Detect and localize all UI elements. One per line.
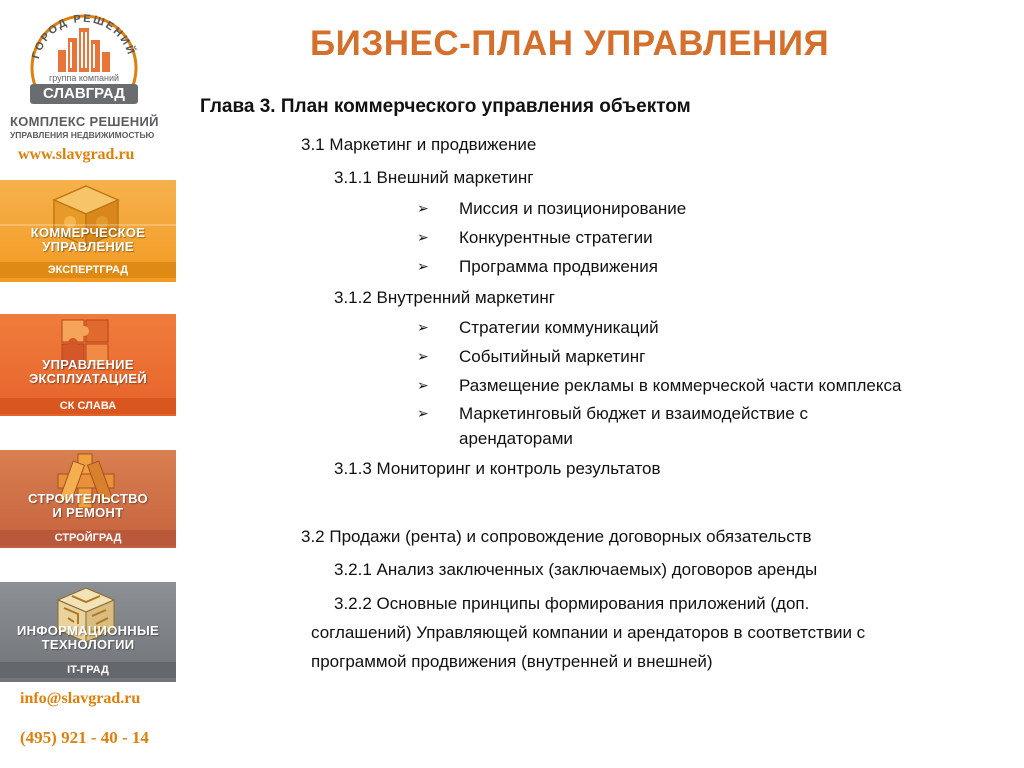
list-item <box>417 344 646 369</box>
arrow-bullet-icon: ➢ <box>417 348 429 364</box>
block-information-technology[interactable] <box>0 582 176 682</box>
block-subtitle: IT-ГРАД <box>0 662 176 678</box>
block-title-line1: УПРАВЛЕНИЕ <box>42 357 134 372</box>
complex-subtitle: УПРАВЛЕНИЯ НЕДВИЖИМОСТЬЮ <box>10 130 155 140</box>
page-title: БИЗНЕС-ПЛАН УПРАВЛЕНИЯ <box>310 24 830 63</box>
email-link[interactable]: info@slavgrad.ru <box>20 690 141 707</box>
block-subtitle: СТРОЙГРАД <box>0 530 176 546</box>
list-item <box>417 196 687 221</box>
list-item <box>417 315 659 340</box>
block-title-line1: СТРОИТЕЛЬСТВО <box>28 491 148 506</box>
arrow-bullet-icon: ➢ <box>417 200 429 216</box>
list-item <box>417 225 653 250</box>
block-title-line1: ИНФОРМАЦИОННЫЕ <box>17 623 159 638</box>
section-3-1: 3.1 Маркетинг и продвижение <box>301 135 537 154</box>
list-item-text: Событийный маркетинг <box>459 347 646 366</box>
slavgrad-logo[interactable] <box>24 6 144 108</box>
list-item-text: Размещение рекламы в коммерческой части комплекса <box>459 376 902 395</box>
complex-title: КОМПЛЕКС РЕШЕНИЙ <box>10 114 159 129</box>
logo-group-text: группа компаний <box>48 73 120 83</box>
section-3-2-2-line1: 3.2.2 Основные принципы формирования приложений (доп. <box>334 594 810 613</box>
block-subtitle: ЭКСПЕРТГРАД <box>0 262 176 278</box>
logo-name: СЛАВГРАД <box>30 84 138 104</box>
arrow-bullet-icon: ➢ <box>417 377 429 393</box>
block-title-line2: И РЕМОНТ <box>52 505 124 520</box>
list-item-text: Миссия и позиционирование <box>459 199 687 218</box>
arrow-bullet-icon: ➢ <box>417 319 429 335</box>
block-commercial-management[interactable] <box>0 180 176 282</box>
section-3-2-2-line3: программой продвижения (внутренней и внешней) <box>311 652 713 671</box>
list-item-text: Стратегии коммуникаций <box>459 318 659 337</box>
list-item <box>417 373 902 398</box>
block-construction-repair[interactable] <box>0 450 176 548</box>
section-3-2: 3.2 Продажи (рента) и сопровождение договорных обязательств <box>301 527 812 546</box>
list-item-text: Маркетинговый бюджет и взаимодействие с <box>459 404 808 423</box>
block-operations-management[interactable] <box>0 314 176 416</box>
list-item <box>417 401 808 426</box>
chapter-heading: Глава 3. План коммерческого управления объектом <box>200 96 691 117</box>
section-3-2-1: 3.2.1 Анализ заключенных (заключаемых) договоров аренды <box>334 560 818 579</box>
section-3-1-2: 3.1.2 Внутренний маркетинг <box>334 288 555 307</box>
block-title-line1: КОММЕРЧЕСКОЕ <box>30 225 146 240</box>
list-item-text: арендаторами <box>459 429 573 448</box>
section-3-1-1: 3.1.1 Внешний маркетинг <box>334 168 534 187</box>
phone-number: (495) 921 - 40 - 14 <box>20 728 149 747</box>
block-title-line2: УПРАВЛЕНИЕ <box>42 239 134 254</box>
arrow-bullet-icon: ➢ <box>417 229 429 245</box>
list-item-continuation <box>459 426 573 451</box>
arrow-bullet-icon: ➢ <box>417 258 429 274</box>
arrow-bullet-icon: ➢ <box>417 405 429 421</box>
block-title-line2: ТЕХНОЛОГИИ <box>41 637 135 652</box>
logo-arc-text: ГОРОД РЕШЕНИЙ <box>29 12 138 61</box>
section-3-2-2-line2: соглашений) Управляющей компании и арендаторов в соответствии с <box>311 623 866 642</box>
list-item <box>417 254 658 279</box>
list-item-text: Конкурентные стратегии <box>459 228 653 247</box>
list-item-text: Программа продвижения <box>459 257 658 276</box>
block-title-line2: ЭКСПЛУАТАЦИЕЙ <box>29 371 147 386</box>
block-subtitle: СК СЛАВА <box>0 398 176 414</box>
website-link[interactable]: www.slavgrad.ru <box>18 146 135 163</box>
section-3-1-3: 3.1.3 Мониторинг и контроль результатов <box>334 459 661 478</box>
sidebar <box>0 0 176 768</box>
